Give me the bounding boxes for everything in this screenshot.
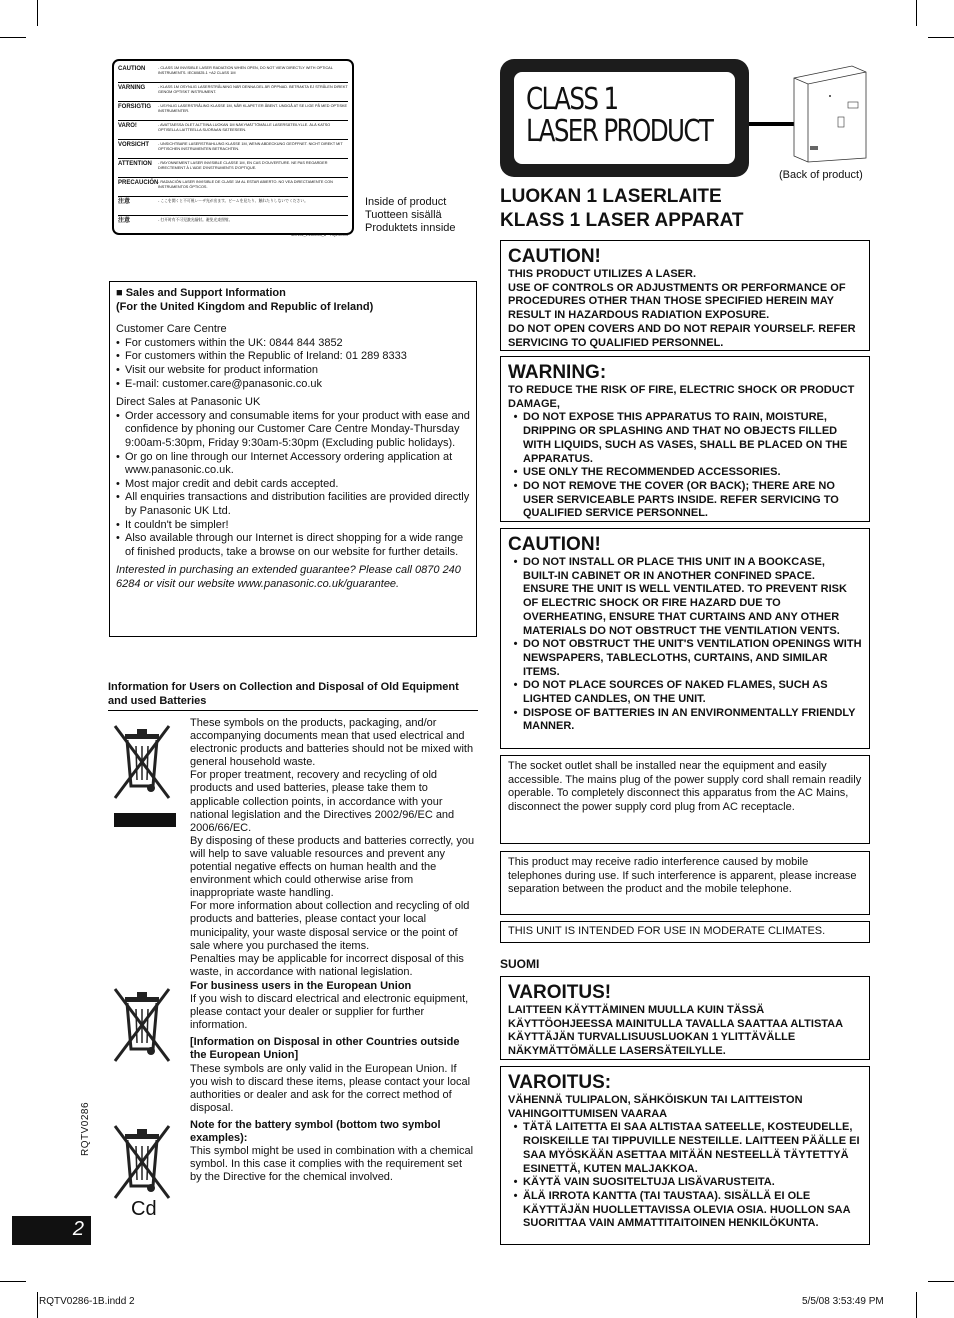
support-item: • For customers within the Republic of Ireland: 01 289 8333	[116, 350, 407, 363]
laser-warning-label	[112, 59, 354, 235]
support-item-text: E-mail: customer.care@panasonic.co.uk	[125, 377, 323, 390]
disposal-main-text	[190, 717, 475, 979]
label-text: - 打开时有不可见激光辐射。避免光束照射。	[158, 218, 233, 222]
support-item: • It couldn't be simpler!	[116, 518, 229, 531]
caution-line: DO NOT OPEN COVERS AND DO NOT REPAIR YOURSELF. REFER SERVICING TO QUALIFIED PERSONNEL.	[508, 322, 856, 349]
disposal-heading: Information for Users on Collection and Disposal of Old Equipment and used Batteries	[108, 681, 478, 711]
other-countries-title: [Information on Disposal in other Countries outside the European Union]	[190, 1036, 460, 1062]
direct-sales-heading: Direct Sales at Panasonic UK	[116, 396, 261, 409]
caution-bullet: • DO NOT INSTALL OR PLACE THIS UNIT IN A BOOKCASE, BUILT-IN CABINET OR IN ANOTHER CONFINED SPACE. ENSURE THE UNIT IS WELL VENTILATED. TO PREVENT RISK OF ELECTRIC SHOCK OR FIRE HAZARD DUE TO OVERHEATING, ENSURE THAT CURTAINS AND ANY OTHER MATERIALS DO NOT OBSTRUCT THE VENTILATION VENTS.	[508, 556, 862, 638]
sales-support-box	[109, 281, 477, 637]
caution-box-laser	[500, 240, 870, 351]
label-key: ATTENTION	[118, 161, 152, 167]
crop-mark	[37, 0, 38, 26]
label-key: 注意	[118, 218, 131, 224]
caution-line: THIS PRODUCT UTILIZES A LASER.	[508, 268, 697, 280]
support-title: ■ Sales and Support Information	[116, 287, 286, 299]
disposal-paragraph: For proper treatment, recovery and recycling of old products and used batteries, please take them to applicable collection points, in accordance with your national legislation and the Directives 2002/96/EC and 2006/66/EC.	[190, 769, 455, 834]
disposal-paragraph: For more information about collection and recycling of old products and batteries, please contact your local municipality, your waste disposal service or the point of sale where you purchased the items.	[190, 900, 470, 952]
product-back-icon	[790, 62, 868, 164]
label-caption	[365, 196, 456, 235]
crop-mark	[0, 1281, 26, 1282]
other-countries-text: These symbols are only valid in the European Union. If you wish to discard these items, please contact your local authorities or dealer and ask for the correct method of disposal.	[190, 1062, 471, 1114]
warning-bullet: • DO NOT REMOVE THE COVER (OR BACK); THERE ARE NO USER SERVICEABLE PARTS INSIDE. REFER SERVICING TO QUALIFIED SERVICE PERSONNEL.	[508, 480, 862, 521]
bullet-text: DO NOT REMOVE THE COVER (OR BACK); THERE ARE NO USER SERVICEABLE PARTS INSIDE. REFER SERVICING TO QUALIFIED SERVICE PERSONNEL.	[523, 479, 839, 520]
business-text: If you wish to discard electrical and electronic equipment, please contact your dealer or supplier for further information.	[190, 993, 469, 1032]
footer-timestamp: 5/5/08 3:53:49 PM	[802, 1296, 884, 1307]
suomi-heading: SUOMI	[500, 957, 540, 971]
caption-line: Tuotteen sisällä	[365, 209, 442, 221]
crossed-bin-icon	[111, 983, 173, 1063]
support-item: • Or go on line through our Internet Accessory ordering application at www.panasonic.co.uk.	[116, 451, 470, 478]
support-subtitle: (For the United Kingdom and Republic of Ireland)	[116, 300, 374, 313]
bullet-text: DO NOT INSTALL OR PLACE THIS UNIT IN A BOOKCASE, BUILT-IN CABINET OR IN ANOTHER CONFINED SPACE. ENSURE THE UNIT IS WELL VENTILATED. TO PREVENT RISK OF ELECTRIC SHOCK OR FIRE HAZARD DUE TO OVERHEATING, ENSURE THAT CURTAINS AND ANY OTHER MATERIALS DO NOT OBSTRUCT THE VENTILATION VENTS.	[523, 556, 847, 637]
varoitus-title: VAROITUS:	[508, 1072, 612, 1093]
label-row	[118, 83, 348, 102]
varoitus-bullet: • TÄTÄ LAITETTA EI SAA ALTISTAA SATEELLE, KOSTEUDELLE, ROISKEILLE TAI TIPPUVILLE NESTEILLE. LAITTEEN PÄÄLLE EI SAA MYÖSKÄÄN ASETTAA MITÄÄN NESTEELLÄ TÄYTETTYÄ ESINETTÄ, KUTEN MALJAKKOA.	[508, 1121, 862, 1176]
varoitus-box-laser	[500, 976, 870, 1060]
disposal-paragraph: Penalties may be applicable for incorrect disposal of this waste, in accordance with national legislation.	[190, 952, 464, 978]
warning-box	[500, 356, 870, 522]
label-text: - USYNLIG LASERSTRÅLING KLASSE 1M, NÅR KLAPET ER ÅBENT. UNDGÅ AT SE LIGE PÅ MED OPTISKE INSTRUMENTER.	[158, 104, 348, 113]
label-text: - RADIACIÓN LASER INVISIBLE DE CLASE 1M AL ESTAR ABIERTO. NO VEA DIRECTAMENTE CON INSTRUMENTOS ÓPTICOS.	[158, 180, 333, 189]
crop-mark	[37, 1292, 38, 1318]
bullet-text: ÄLÄ IRROTA KANTTA (TAI TAUSTAA). SISÄLLÄ EI OLE KÄYTTÄJÄN HUOLLETTAVISSA OLEVIA OSIA. HUOLLON SAA SUORITTAA VAIN AMMATTITAITOINEN HENKILÖKUNTA.	[523, 1189, 851, 1230]
bullet-text: DO NOT EXPOSE THIS APPARATUS TO RAIN, MOISTURE, DRIPPING OR SPLASHING AND THAT NO OBJECTS FILLED WITH LIQUIDS, SUCH AS VASES, SHALL BE PLACED ON THE APPARATUS.	[523, 411, 848, 465]
label-code	[118, 233, 348, 237]
warning-bullet: • USE ONLY THE RECOMMENDED ACCESSORIES.	[513, 466, 781, 479]
support-item: • Order accessory and consumable items for your product with ease and confidence by phoning our Customer Care Centre Monday-Thursday 9:00am-5:30pm, Friday 9:30am-5:30pm (Excluding public holidays).	[116, 409, 470, 449]
support-item: • Visit our website for product information	[116, 363, 318, 376]
support-item: • For customers within the UK: 0844 844 3852	[116, 336, 343, 349]
customer-care-heading: Customer Care Centre	[116, 323, 227, 336]
label-code-1: RQLS0105	[330, 233, 348, 237]
caution-box-ventilation	[500, 528, 870, 749]
back-of-product-caption: (Back of product)	[779, 169, 863, 181]
support-item-text: Order accessory and consumable items for your product with ease and confidence by phoning our Customer Care Centre Monday-Thursday 9:00am-5:30pm, Friday 9:30am-5:30pm (Excluding public holidays).	[125, 409, 470, 449]
finnish-laser-heading: LUOKAN 1 LASERLAITE	[500, 186, 722, 207]
support-item: • E-mail: customer.care@panasonic.co.uk	[116, 377, 323, 390]
crossed-bin-icon	[111, 1120, 173, 1200]
warning-bullet: • DO NOT EXPOSE THIS APPARATUS TO RAIN, MOISTURE, DRIPPING OR SPLASHING AND THAT NO OBJECTS FILLED WITH LIQUIDS, SUCH AS VASES, SHALL BE PLACED ON THE APPARATUS.	[508, 411, 862, 466]
label-row	[118, 140, 348, 159]
label-row	[118, 159, 348, 178]
caption-line: Produktets innside	[365, 222, 456, 234]
varoitus-text: LAITTEEN KÄYTTÄMINEN MUULLA KUIN TÄSSÄ KÄYTTÖOHJEESSA MAINITULLA TAVALLA SAATTAA ALTISTAA KÄYTTÄJÄN TURVALLISUUSLUOKAN 1 YLITTÄVÄLLE NÄKYMÄTTÖMÄLLE LASERSÄTEILYLLE.	[508, 1004, 843, 1058]
varoitus-title: VAROITUS!	[508, 982, 612, 1003]
label-row	[118, 102, 348, 121]
label-key: VARO!	[118, 123, 137, 129]
label-key: PRECAUCIÓN	[118, 180, 159, 186]
bullet-text: DO NOT OBSTRUCT THE UNIT'S VENTILATION OPENINGS WITH NEWSPAPERS, TABLECLOTHS, CURTAINS, AND SIMILAR ITEMS.	[523, 638, 862, 678]
black-bar-symbol	[114, 813, 176, 827]
bullet-text: USE ONLY THE RECOMMENDED ACCESSORIES.	[523, 466, 781, 479]
varoitus-box-fire	[500, 1066, 870, 1245]
radio-interference-note: This product may receive radio interference caused by mobile telephones during use. If such interference is apparent, please increase separation between the product and the mobile telephone.	[500, 851, 870, 915]
support-item-text: For customers within the Republic of Ireland: 01 289 8333	[125, 350, 407, 363]
class1-line1: CLASS 1	[526, 82, 618, 117]
battery-text: This symbol might be used in combination with a chemical symbol. In this case it complies with the requirement set by the Directive for the chemical involved.	[190, 1145, 474, 1184]
socket-outlet-note: The socket outlet shall be installed near the equipment and easily accessible. The mains plug of the power supply cord shall remain readily operable. To completely disconnect this apparatus from the AC Mains, disconnect the power supply cord plug from AC receptacle.	[500, 755, 870, 844]
bullet-text: TÄTÄ LAITETTA EI SAA ALTISTAA SATEELLE, KOSTEUDELLE, ROISKEILLE TAI TIPPUVILLE NESTEILLE. LAITTEEN PÄÄLLE EI SAA MYÖSKÄÄN ASETTAA MITÄÄN NESTEELLÄ TÄYTETTYÄ ESINETTÄ, KUTEN MALJAKKOA.	[523, 1121, 860, 1175]
support-item-text: Also available through our Internet is direct shopping for a wide range of finished products, take a browse on our website for further details.	[125, 532, 464, 558]
warning-title: WARNING:	[508, 362, 607, 383]
label-text: - AVATTAESSA OLET ALTTIINA LUOKAN 1M NÄKYMÄTTÖMÄLLE LASERSÄTEILYLLE. ÄLÄ KATSO OPTISELLA LAITTEELLA SUORAAN SÄTEESEEN.	[158, 123, 331, 132]
bullet-text: DO NOT PLACE SOURCES OF NAKED FLAMES, SUCH AS LIGHTED CANDLES, ON THE UNIT.	[523, 679, 828, 706]
label-text: - UNSICHTBARE LASERSTRAHLUNG KLASSE 1M, WENN ABDECKUNG GEÖFFNET. NICHT DIREKT MIT OPTISCHEN INSTRUMENTEN BETRACHTEN.	[158, 142, 343, 151]
crossed-bin-icon	[111, 720, 173, 800]
footer-filename: RQTV0286-1B.indd 2	[39, 1296, 135, 1307]
disposal-paragraph: These symbols on the products, packaging, and/or accompanying documents mean that used electrical and electronic products and batteries should not be mixed with general household waste.	[190, 717, 474, 769]
label-row	[118, 197, 348, 216]
label-text: - ここを開くと不可視レーザ光が出ます。ビームを見たり、触れたりしないでください。	[158, 199, 308, 203]
support-item-text: Most major credit and debit cards accepted.	[125, 477, 339, 490]
crop-mark	[0, 37, 26, 38]
caution-line: USE OF CONTROLS OR ADJUSTMENTS OR PERFORMANCE OF PROCEDURES OTHER THAN THOSE SPECIFIED HEREIN MAY RESULT IN HAZARDOUS RADIATION EXPOSURE.	[508, 281, 846, 322]
support-item-text: It couldn't be simpler!	[125, 518, 229, 531]
class1-line2: LASER PRODUCT	[526, 114, 713, 149]
varoitus-intro: VÄHENNÄ TULIPALON, SÄHKÖISKUN TAI LAITTEISTON VAHINGOITTUMISEN VAARAA	[508, 1094, 803, 1120]
label-key: FORSIGTIG	[118, 104, 151, 110]
leader-line	[749, 122, 794, 126]
label-row	[118, 178, 348, 197]
label-row	[118, 121, 348, 140]
support-item: • Most major credit and debit cards accepted.	[116, 477, 339, 490]
caution-bullet: • DISPOSE OF BATTERIES IN AN ENVIRONMENTALLY FRIENDLY MANNER.	[508, 707, 862, 734]
caution-bullet: • DO NOT PLACE SOURCES OF NAKED FLAMES, SUCH AS LIGHTED CANDLES, ON THE UNIT.	[508, 679, 862, 706]
label-text: - KLASS 1M OSYNLIG LASERSTRÅLNING NÄR DENNA DEL ÄR ÖPPNAD. BETRAKTA EJ STRÅLEN DIREKT GENOM OPTISKT INSTRUMENT.	[158, 85, 348, 94]
disposal-paragraph: By disposing of these products and batteries correctly, you will help to save valuable resources and prevent any potential negative effects on human health and the environment which could otherwise arise from inappropriate waste handling.	[190, 834, 475, 900]
crop-mark	[928, 1281, 954, 1282]
label-code-2: 6B7241_1-2601/03_B	[291, 233, 327, 237]
support-item-text: For customers within the UK: 0844 844 3852	[125, 336, 343, 349]
caution-bullet: • DO NOT OBSTRUCT THE UNIT'S VENTILATION OPENINGS WITH NEWSPAPERS, TABLECLOTHS, CURTAINS, AND SIMILAR ITEMS.	[513, 638, 862, 678]
business-title: For business users in the European Union	[190, 980, 412, 992]
label-key: VORSICHT	[118, 142, 150, 148]
varoitus-bullet: • ÄLÄ IRROTA KANTTA (TAI TAUSTAA). SISÄLLÄ EI OLE KÄYTTÄJÄN HUOLLETTAVISSA OLEVIA OSIA. HUOLLON SAA SUORITTAA VAIN AMMATTITAITOINEN HENKILÖKUNTA.	[508, 1190, 862, 1231]
class1-label-inner	[514, 72, 735, 164]
climate-note: THIS UNIT IS INTENDED FOR USE IN MODERATE CLIMATES.	[500, 921, 870, 943]
label-key: CAUTION	[118, 66, 146, 72]
battery-title: Note for the battery symbol (bottom two symbol examples):	[190, 1119, 441, 1145]
bullet-text: KÄYTÄ VAIN SUOSITELTUJA LISÄVARUSTEITA.	[523, 1176, 775, 1189]
disposal-business-text	[190, 980, 475, 1115]
support-item-text: Visit our website for product information	[125, 363, 318, 376]
label-text: - RAYONNEMENT LASER INVISIBLE CLASSE 1M, EN CAS D'OUVERTURE. NE PAS REGARDER DIRECTEMENT À L'AIDE D'INSTRUMENTS D'OPTIQUE.	[158, 161, 328, 170]
support-item: • All enquiries transactions and distribution facilities are provided directly by Panasonic UK Ltd.	[116, 491, 470, 517]
norwegian-laser-heading: KLASS 1 LASER APPARAT	[500, 210, 744, 231]
label-text: - CLASS 1M INVISIBLE LASER RADIATION WHEN OPEN, DO NOT VIEW DIRECTLY WITH OPTICAL INSTRUMENTS. IEC60825-1 +A2 CLASS 1M	[158, 66, 333, 75]
crop-mark	[928, 37, 954, 38]
side-model-code: RQTV0286	[80, 1101, 91, 1156]
caption-line: Inside of product	[365, 196, 447, 208]
label-row	[118, 64, 348, 83]
disposal-battery-text	[190, 1119, 475, 1184]
crop-mark	[916, 1292, 917, 1318]
bullet-text: DISPOSE OF BATTERIES IN AN ENVIRONMENTALLY FRIENDLY MANNER.	[523, 706, 856, 733]
label-key: 注意	[118, 199, 131, 205]
support-item: • Also available through our Internet is direct shopping for a wide range of finished products, take a browse on our website for further details.	[116, 532, 470, 559]
guarantee-note: Interested in purchasing an extended guarantee? Please call 0870 240 6284 or visit our website www.panasonic.co.uk/guarantee.	[116, 564, 461, 590]
cadmium-symbol-label: Cd	[131, 1198, 157, 1220]
varoitus-bullet: • KÄYTÄ VAIN SUOSITELTUJA LISÄVARUSTEITA.	[513, 1176, 775, 1189]
support-item-text: All enquiries transactions and distribution facilities are provided directly by Panasonic UK Ltd.	[125, 491, 470, 517]
caution-title: CAUTION!	[508, 534, 601, 555]
caution-title: CAUTION!	[508, 246, 601, 267]
page-number-box	[12, 1216, 91, 1245]
crop-mark	[916, 0, 917, 26]
page-number: 2	[72, 1218, 84, 1240]
support-item-text: Or go on line through our Internet Accessory ordering application at www.panasonic.co.uk.	[125, 450, 453, 477]
class1-laser-label	[500, 59, 749, 177]
warning-intro: TO REDUCE THE RISK OF FIRE, ELECTRIC SHOCK OR PRODUCT DAMAGE,	[508, 384, 855, 410]
label-key: VARNING	[118, 85, 146, 91]
